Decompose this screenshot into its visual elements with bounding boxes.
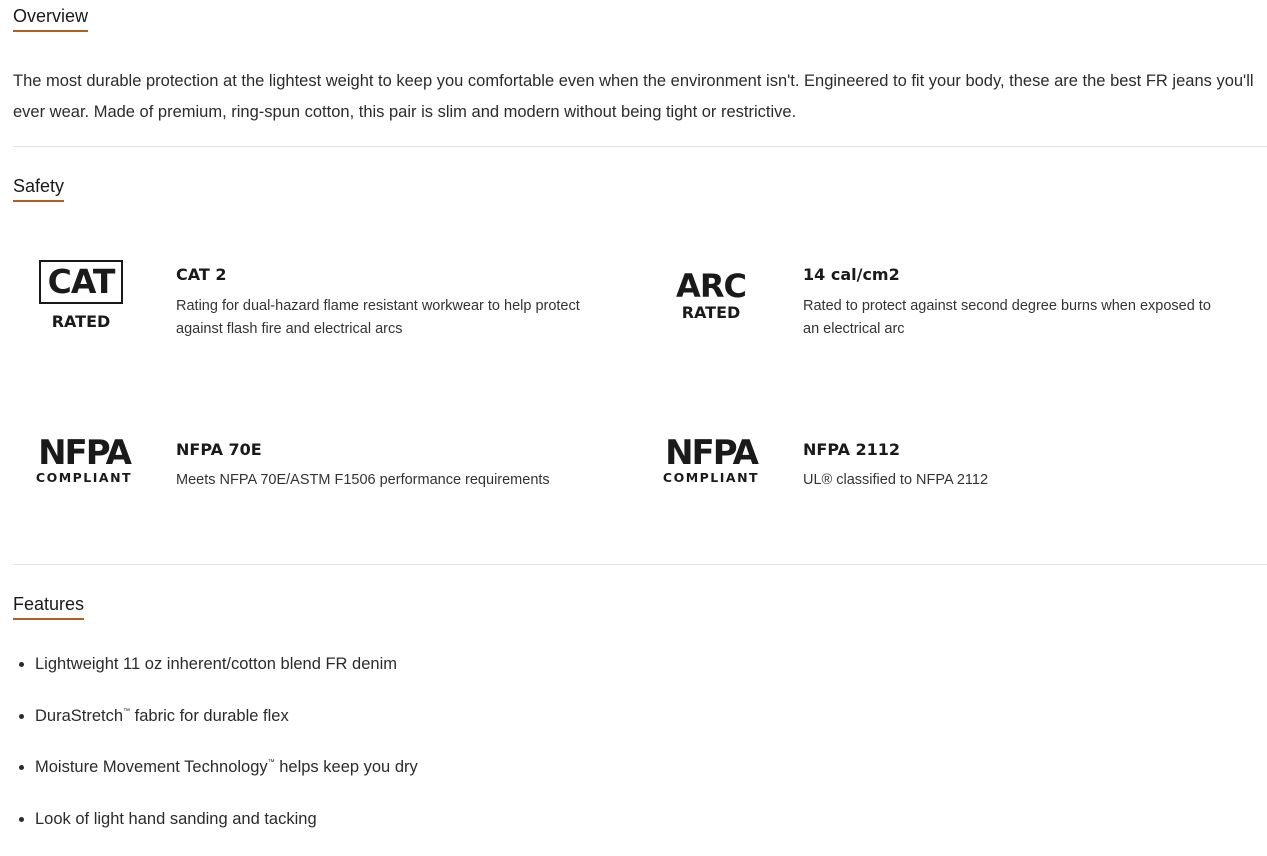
safety-desc-nfpa-70e: Meets NFPA 70E/ASTM F1506 performance requirements bbox=[176, 472, 550, 488]
divider bbox=[13, 146, 1267, 147]
safety-desc-cat: Rating for dual-hazard flame resistant workwear to help protect against flash fire and electrical arcs bbox=[176, 298, 580, 337]
overview-text: The most durable protection at the lightest weight to keep you comfortable even when the environment isn't. Engineered to fit your body, these are the best FR jeans you'll ever wear. Made of premium, ring-spun cotton, this pair is slim and modern without being tight or restrictive. bbox=[13, 72, 1254, 121]
safety-title-nfpa-2112: NFPA 2112 bbox=[803, 440, 901, 459]
nfpa-compliant-badge-icon: NFPA bbox=[665, 433, 757, 473]
nfpa-compliant-badge-icon: NFPA bbox=[38, 433, 130, 473]
safety-title-cat: CAT 2 bbox=[176, 265, 227, 284]
arc-rated-badge-icon: ARC bbox=[676, 267, 746, 305]
list-item: • Look of light hand sanding and tacking bbox=[35, 805, 418, 829]
safety-heading: Safety bbox=[13, 174, 64, 202]
features-list bbox=[13, 650, 418, 856]
nfpa-compliant-badge-sub: COMPLIANT bbox=[35, 470, 133, 485]
cat-rated-badge-sub: RATED bbox=[51, 312, 111, 331]
features-heading: Features bbox=[13, 592, 84, 620]
safety-desc-arc: Rated to protect against second degree burns when exposed to an electrical arc bbox=[803, 298, 1211, 337]
list-item: • DuraStretch™ fabric for durable flex bbox=[35, 702, 418, 726]
safety-desc-nfpa-2112: UL® classified to NFPA 2112 bbox=[803, 472, 989, 488]
safety-title-nfpa-70e: NFPA 70E bbox=[176, 440, 262, 459]
divider bbox=[13, 564, 1267, 565]
list-item: • Lightweight 11 oz inherent/cotton blend FR denim bbox=[35, 650, 418, 674]
nfpa-compliant-badge-sub: COMPLIANT bbox=[662, 470, 760, 485]
list-item: • Moisture Movement Technology™ helps keep you dry bbox=[35, 753, 418, 777]
cat-rated-badge-icon: CAT bbox=[39, 260, 123, 304]
overview-heading: Overview bbox=[13, 4, 88, 32]
safety-title-arc: 14 cal/cm2 bbox=[803, 265, 900, 284]
arc-rated-badge-sub: RATED bbox=[681, 303, 741, 322]
